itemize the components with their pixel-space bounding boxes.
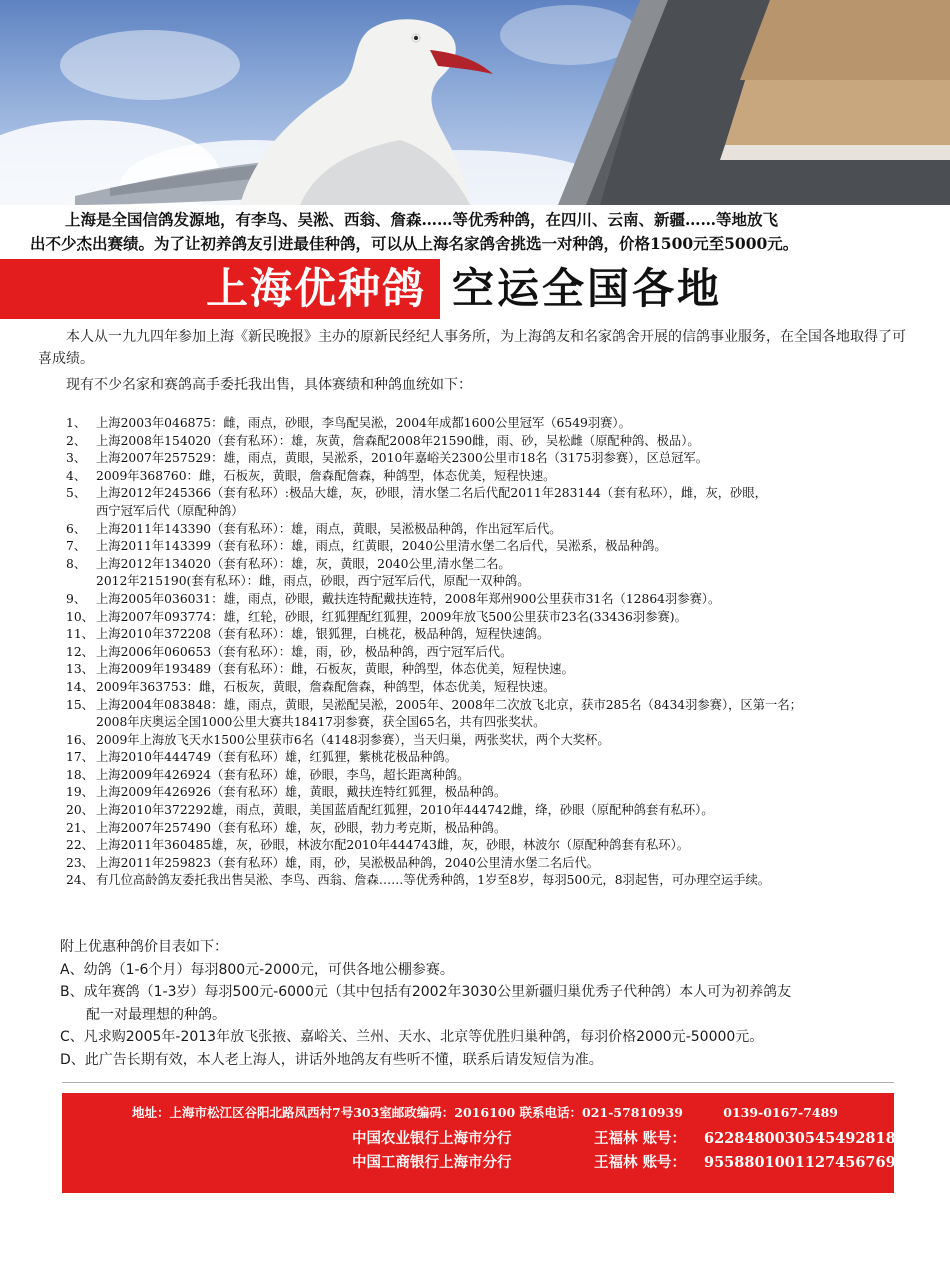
list-item-number: 10、 <box>66 609 94 624</box>
list-item-text: 上海2007年093774：雄，红轮，砂眼，红狐狸配红狐狸，2009年放飞500公里获市23名(33436羽参赛)。 <box>96 609 687 624</box>
price-item-b: B、成年赛鸽（1-3岁）每羽500元-6000元（其中包括有2002年3030公里新疆归巢优秀子代种鸽）本人可为初养鸽友 <box>60 984 792 1000</box>
list-item <box>66 626 921 644</box>
price-list <box>60 936 930 1071</box>
list-item <box>66 538 921 556</box>
list-item-number: 12、 <box>66 644 94 659</box>
list-item-text: 2009年上海放飞天水1500公里获市6名（4148羽参赛），当天归巢，两张奖状，两个大奖杯。 <box>96 732 610 747</box>
list-item-text: 上海2010年372292雄，雨点，黄眼，美国蓝盾配红狐狸，2010年444742雌，绛，砂眼（原配种鸽套有私环）。 <box>96 803 714 818</box>
list-item-number: 8、 <box>66 556 87 571</box>
contact-footer <box>62 1093 894 1193</box>
list-item-text: 上海2009年193489（套有私环）：雌，石板灰，黄眼，种鸽型，体态优美，短程快速。 <box>96 662 574 677</box>
list-item <box>66 837 921 855</box>
list-item-continuation: 2012年215190(套有私环）：雌，雨点，砂眼，西宁冠军后代，原配一双种鸽。 <box>96 574 530 589</box>
list-item-number: 17、 <box>66 750 94 765</box>
list-item-number: 15、 <box>66 697 94 712</box>
intro-line-2: 出不少杰出赛绩。为了让初养鸽友引进最佳种鸽，可以从上海名家鸽舍挑选一对种鸽，价格1500元至5000元。 <box>30 234 799 253</box>
list-item-number: 23、 <box>66 855 94 870</box>
list-item-number: 20、 <box>66 803 94 818</box>
list-item-text: 上海2004年083848：雄，雨点，黄眼，吴淞配吴淞，2005年、2008年二次放飞北京，获市285名（8434羽参赛），区第一名； <box>96 697 802 712</box>
list-item-text: 上海2006年060653（套有私环）：雄，雨，砂，极品种鸽，西宁冠军后代。 <box>96 644 513 659</box>
list-item <box>66 433 921 451</box>
list-item <box>66 767 921 785</box>
list-item-number: 3、 <box>66 451 87 466</box>
list-item <box>66 644 921 662</box>
list-item-text: 上海2009年426926（套有私环）雄，黄眼，戴扶连特红狐狸，极品种鸽。 <box>96 785 507 800</box>
list-item-number: 13、 <box>66 662 94 677</box>
list-item-text: 上海2012年134020（套有私环）：雄，灰，黄眼，2040公里,清水堡二名。 <box>96 556 511 571</box>
footer-address-line <box>132 1103 844 1121</box>
list-item-continuation: 2008年庆奥运全国1000公里大赛共18417羽参赛，获全国65名，共有四张奖状。 <box>96 715 546 730</box>
list-item <box>66 591 921 609</box>
list-item-number: 16、 <box>66 732 94 747</box>
list-item-continuation: 西宁冠军后代（原配种鸽） <box>96 503 244 518</box>
list-item <box>66 749 921 767</box>
list-item-number: 4、 <box>66 468 87 483</box>
headline-red-text: 上海优种鸽 <box>205 264 426 313</box>
list-item-number: 19、 <box>66 785 94 800</box>
list-item <box>66 485 921 503</box>
list-item-text: 上海2010年372208（套有私环）：雄，银狐狸，白桃花，极品种鸽，短程快速鸽。 <box>96 627 550 642</box>
list-item <box>66 872 921 890</box>
list-item-text: 上海2007年257490（套有私环）雄，灰，砂眼，勃力考克斯，极品种鸽。 <box>96 820 507 835</box>
bank-row <box>352 1151 896 1172</box>
list-item-text: 上海2008年154020（套有私环）：雄，灰黄，詹森配2008年21590雌，雨、砂，吴松雌（原配种鸽、极品）。 <box>96 433 700 448</box>
headline-black-text: 空运全国各地 <box>452 264 723 313</box>
list-item <box>66 784 921 802</box>
list-item-text: 上海2007年257529：雄，雨点，黄眼，吴淞系，2010年嘉峪关2300公里市18名（3175羽参赛），区总冠军。 <box>96 451 709 466</box>
list-item <box>66 521 921 539</box>
footer-mobile: 0139-0167-7489 <box>723 1105 838 1120</box>
list-item-text: 上海2011年143390（套有私环）：雄，雨点，黄眼，吴淞极品种鸽，作出冠军后代。 <box>96 521 562 536</box>
list-item-number: 5、 <box>66 486 87 501</box>
list-item-text: 上海2009年426924（套有私环）雄，砂眼，李鸟，超长距离种鸽。 <box>96 767 470 782</box>
list-item-number: 6、 <box>66 521 87 536</box>
divider <box>62 1082 894 1083</box>
list-item <box>66 697 921 715</box>
bank-name: 中国农业银行上海市分行 <box>352 1130 512 1147</box>
list-item-text: 上海2003年046875：雌，雨点，砂眼，李鸟配吴淞，2004年成都1600公里冠军（6549羽赛）。 <box>96 416 631 430</box>
list-item <box>66 450 921 468</box>
list-item-text: 上海2011年259823（套有私环）雄，雨，砂，吴淞极品种鸽，2040公里清水堡二名后代。 <box>96 855 600 870</box>
list-item-text: 上海2010年444749（套有私环）雄，红狐狸，紫桃花极品种鸽。 <box>96 750 458 765</box>
list-item-text: 上海2011年360485雄，灰，砂眼，林波尔配2010年444743雌，灰，砂眼，林波尔（原配种鸽套有私环）。 <box>96 838 690 853</box>
list-item <box>66 820 921 838</box>
pigeon-list <box>66 415 921 890</box>
body-paragraph-1: 本人从一九九四年参加上海《新民晚报》主办的原新民经纪人事务所，为上海鸽友和名家鸽舍开展的信鸽事业服务，在全国各地取得了可喜成绩。 <box>38 329 906 367</box>
bank-name: 中国工商银行上海市分行 <box>352 1154 512 1171</box>
list-item-text: 2009年368760：雌，石板灰，黄眼，詹森配詹森，种鸽型，体态优美，短程快速。 <box>96 468 556 483</box>
hero-photo <box>0 0 950 205</box>
bank-holder: 王福林 账号： <box>594 1154 687 1171</box>
list-item-number: 7、 <box>66 539 87 554</box>
price-item-d: D、此广告长期有效，本人老上海人，讲话外地鸽友有些听不懂，联系后请发短信为准。 <box>60 1051 603 1068</box>
list-item-text: 上海2011年143399（套有私环）：雄，雨点，红黄眼，2040公里清水堡二名后代，吴淞系，极品种鸽。 <box>96 539 667 554</box>
list-item <box>66 661 921 679</box>
list-item <box>66 732 921 750</box>
bank-account: 9558801001127456769 <box>704 1154 896 1171</box>
list-item <box>66 855 921 873</box>
list-item-number: 2、 <box>66 433 87 448</box>
list-item-number: 1、 <box>66 416 87 430</box>
list-item-number: 11、 <box>66 627 94 642</box>
seagull-illustration <box>0 0 950 205</box>
list-item-text: 2009年363753：雌，石板灰，黄眼，詹森配詹森，种鸽型，体态优美，短程快速。 <box>96 679 556 694</box>
list-item <box>66 802 921 820</box>
list-item-number: 22、 <box>66 838 94 853</box>
bank-row <box>352 1127 896 1148</box>
list-item-number: 21、 <box>66 820 94 835</box>
body-paragraph-2: 现有不少名家和赛鸽高手委托我出售，具体赛绩和种鸽血统如下： <box>66 377 472 393</box>
intro-line-1: 上海是全国信鸽发源地，有李鸟、吴淞、西翁、詹森……等优秀种鸽，在四川、云南、新疆……等地放飞 <box>65 210 779 229</box>
intro-text <box>30 208 935 256</box>
list-item <box>66 468 921 486</box>
bank-holder: 王福林 账号： <box>594 1130 687 1147</box>
price-item-b-cont: 配一对最理想的种鸽。 <box>86 1006 226 1023</box>
list-item <box>66 556 921 574</box>
list-item <box>66 679 921 697</box>
list-item-number: 9、 <box>66 591 87 606</box>
seagull-eye <box>414 36 418 40</box>
price-item-c: C、凡求购2005年-2013年放飞张掖、嘉峪关、兰州、天水、北京等优胜归巢种鸽，每羽价格2000元-50000元。 <box>60 1029 764 1045</box>
price-item-a: A、幼鸽（1-6个月）每羽800元-2000元，可供各地公棚参赛。 <box>60 961 454 978</box>
bank-account: 6228480030545492818 <box>704 1130 896 1147</box>
list-item-number: 14、 <box>66 679 94 694</box>
list-item-number: 18、 <box>66 767 94 782</box>
list-item <box>66 415 921 433</box>
list-item <box>66 609 921 627</box>
list-item-text: 上海2005年036031：雄，雨点，砂眼，戴扶连特配戴扶连特，2008年郑州900公里获市31名（12864羽参赛）。 <box>96 591 721 606</box>
list-item-number: 24、 <box>66 873 94 888</box>
list-item-text: 有几位高龄鸽友委托我出售吴淞、李鸟、西翁、詹森……等优秀种鸽，1岁至8岁，每羽500元，8羽起售，可办理空运手续。 <box>96 873 771 888</box>
headline-banner <box>0 259 950 319</box>
footer-address: 地址：上海市松江区谷阳北路凤西村7号303室邮政编码：2016100 联系电话：021-57810939 <box>132 1105 683 1120</box>
price-heading: 附上优惠种鸽价目表如下： <box>60 939 228 955</box>
list-item-text: 上海2012年245366（套有私环）:极品大雄，灰，砂眼，清水堡二名后代配2011年283144（套有私环），雌，灰，砂眼， <box>96 486 767 501</box>
